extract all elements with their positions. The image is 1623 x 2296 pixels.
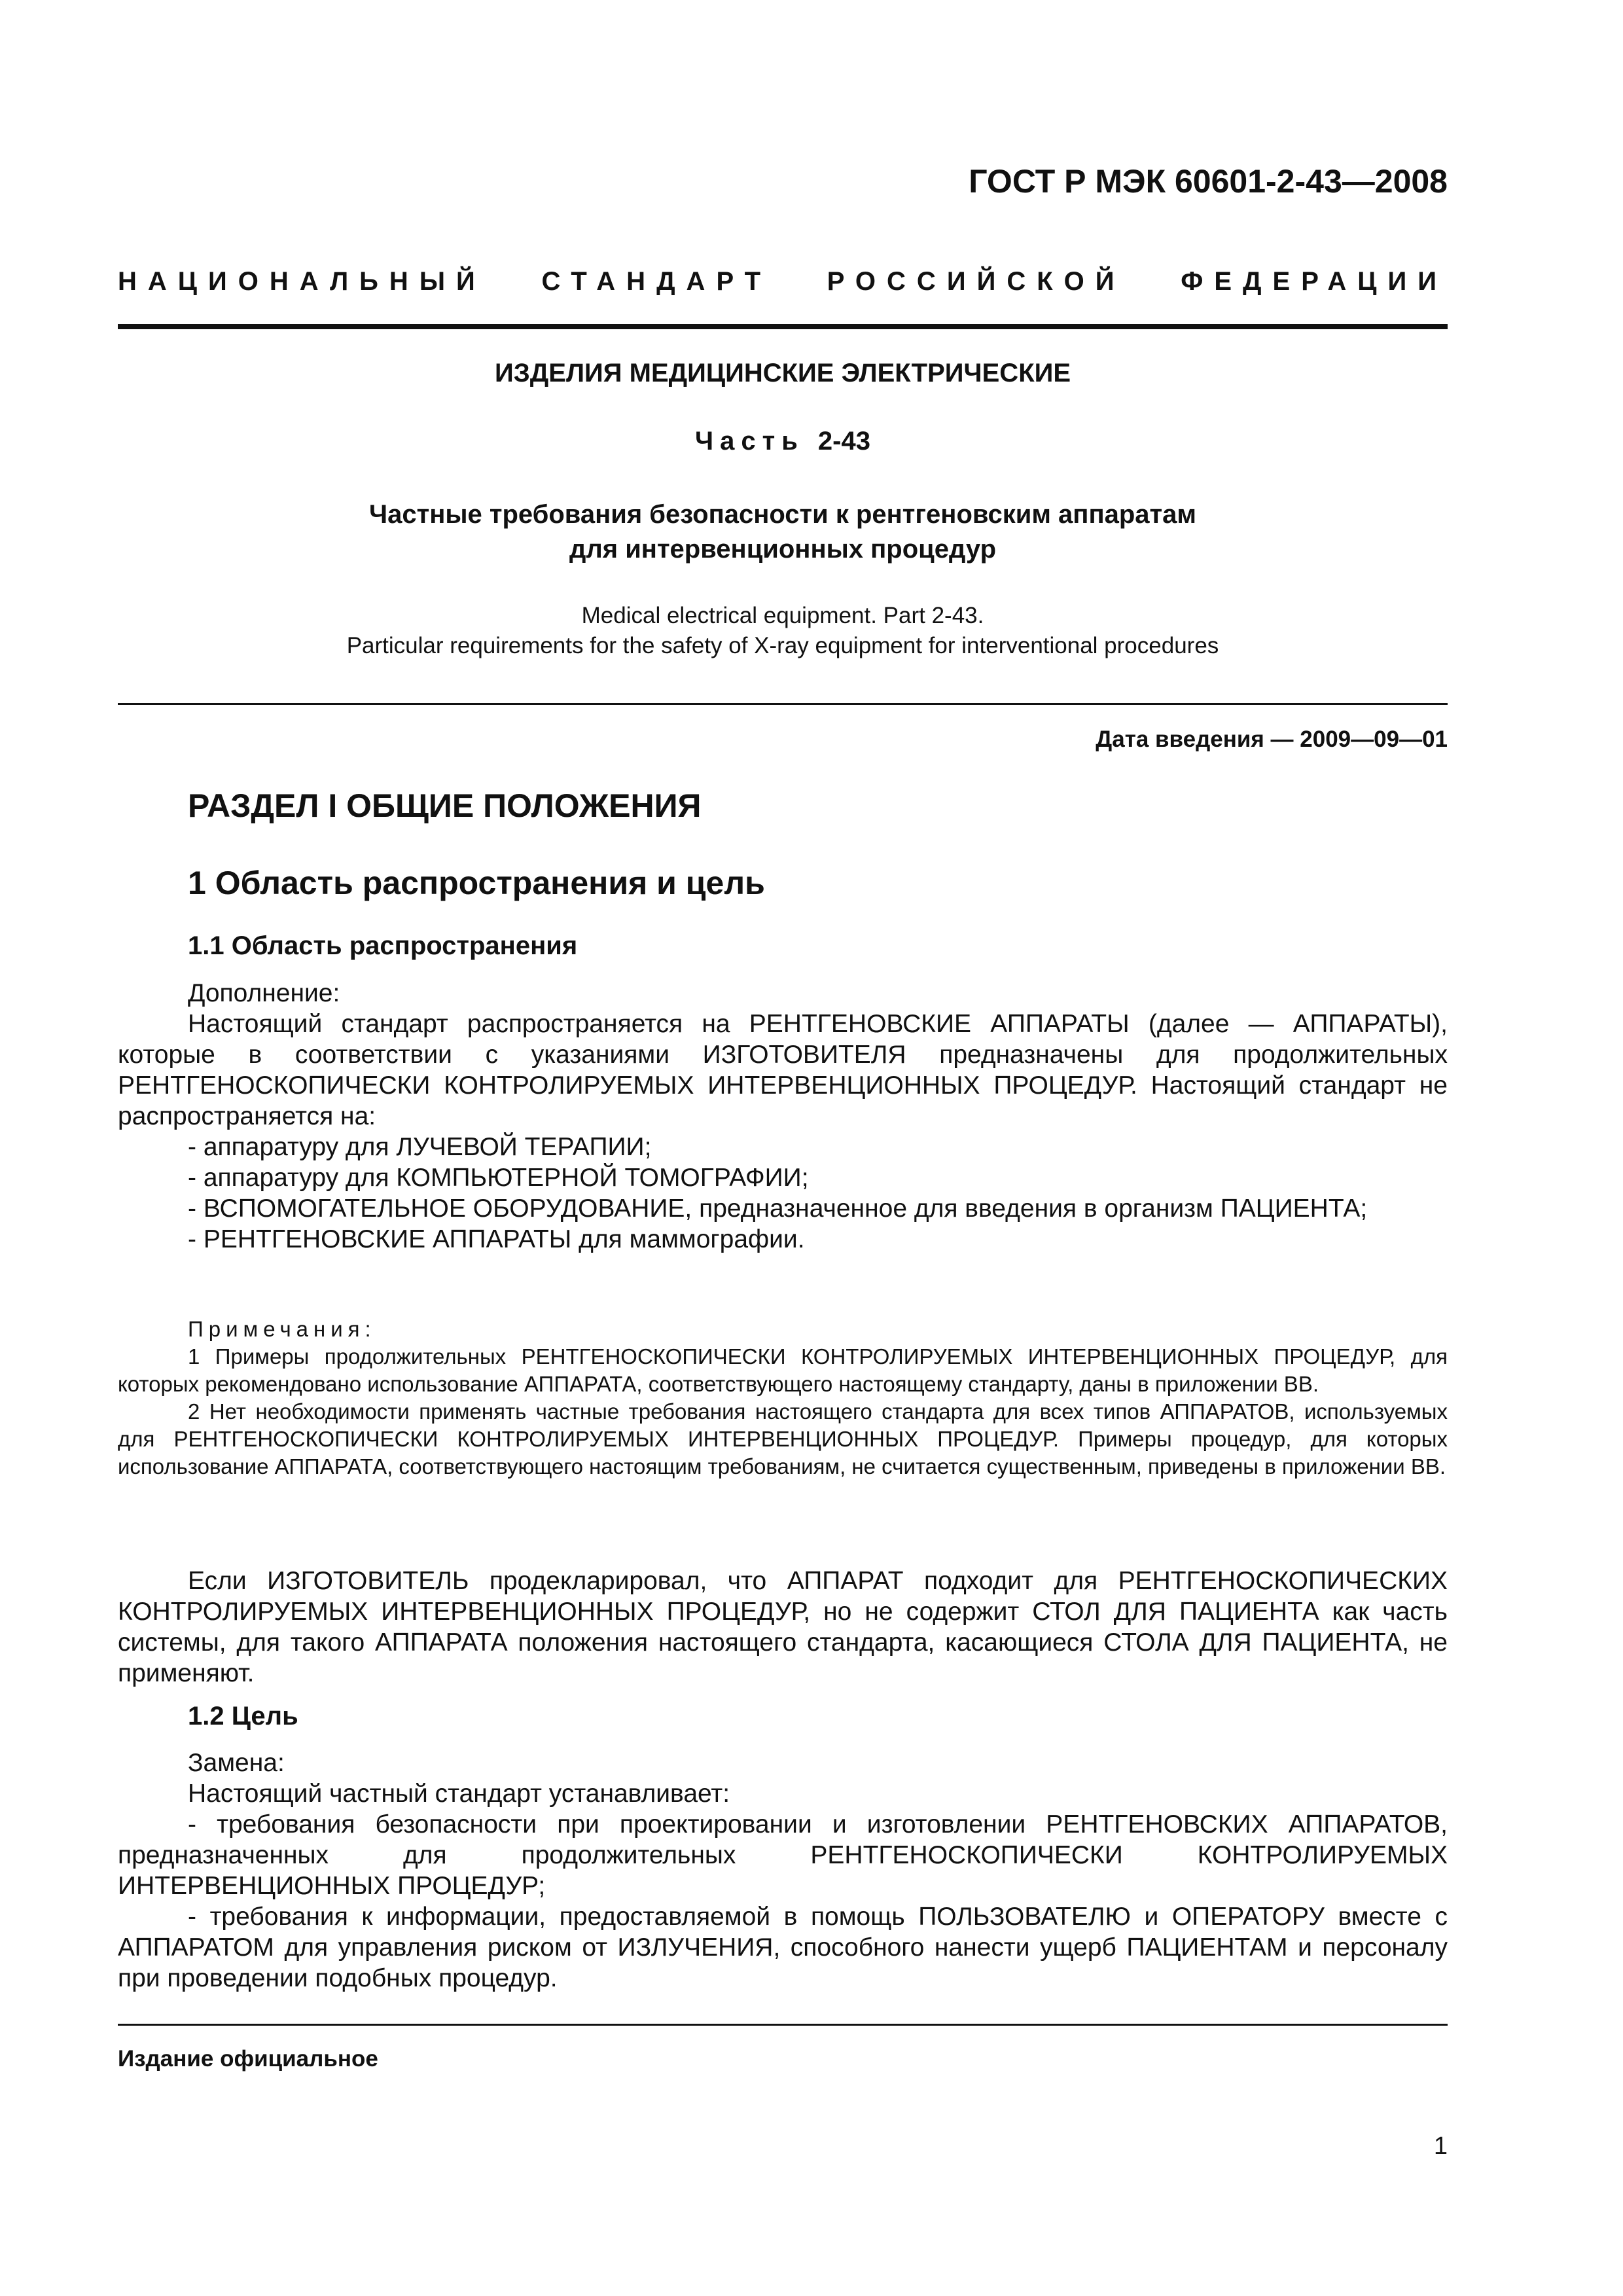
purpose-item-2: - требования к информации, предоставляемой в помощь ПОЛЬЗОВАТЕЛЮ и ОПЕРАТОРУ вместе с АППАРАТОМ для управления риском от ИЗЛУЧЕНИЯ, способного нанести ущерб ПАЦИЕНТАМ и персоналу при проведении подобных процедур. <box>118 1903 1448 1992</box>
page-number: 1 <box>1433 2132 1448 2160</box>
english-title-line-1: Medical electrical equipment. Part 2-43. <box>581 603 984 628</box>
gost-number: ГОСТ Р МЭК 60601-2-43—2008 <box>969 163 1448 200</box>
official-edition-label: Издание официальное <box>118 2046 378 2072</box>
header-divider <box>118 324 1448 329</box>
notes-block <box>118 1316 1448 1480</box>
manufacturer-paragraph-block <box>118 1566 1448 1689</box>
clause-1-2-body <box>118 1748 1448 1994</box>
national-word-3: РОССИЙСКОЙ <box>827 267 1126 296</box>
section-heading: РАЗДЕЛ I ОБЩИЕ ПОЛОЖЕНИЯ <box>188 787 702 824</box>
scope-item-3: - ВСПОМОГАТЕЛЬНОЕ ОБОРУДОВАНИЕ, предназначенное для введения в организм ПАЦИЕНТА; <box>188 1194 1368 1223</box>
standard-subtitle <box>118 497 1448 567</box>
replacement-label: Замена: <box>188 1749 285 1777</box>
english-title <box>118 601 1448 661</box>
part-word: Часть <box>695 427 804 456</box>
national-word-1: НАЦИОНАЛЬНЫЙ <box>118 267 486 296</box>
scope-item-1: - аппаратуру для ЛУЧЕВОЙ ТЕРАПИИ; <box>188 1133 652 1161</box>
clause-1-1-heading: 1.1 Область распространения <box>188 931 578 960</box>
clause-1-2-heading: 1.2 Цель <box>188 1702 298 1731</box>
english-title-line-2: Particular requirements for the safety of X-ray equipment for interventional procedures <box>346 633 1219 658</box>
title-divider <box>118 703 1448 705</box>
notes-label: Примечания: <box>188 1317 376 1341</box>
introduction-date: Дата введения — 2009—09—01 <box>1096 726 1448 752</box>
addition-label: Дополнение: <box>188 979 340 1007</box>
subtitle-line-2: для интервенционных процедур <box>569 535 997 564</box>
note-1: 1 Примеры продолжительных РЕНТГЕНОСКОПИЧЕСКИ КОНТРОЛИРУЕМЫХ ИНТЕРВЕНЦИОННЫХ ПРОЦЕДУР, для которых рекомендовано использование АППАРАТА, соответствующего настоящему стандарту, даны в приложении ВВ. <box>118 1344 1448 1396</box>
clause-1-heading: 1 Область распространения и цель <box>188 865 765 901</box>
scope-item-2: - аппаратуру для КОМПЬЮТЕРНОЙ ТОМОГРАФИИ; <box>188 1164 809 1192</box>
scope-paragraph: Настоящий стандарт распространяется на РЕНТГЕНОВСКИЕ АППАРАТЫ (далее — АППАРАТЫ), которые в соответствии с указаниями ИЗГОТОВИТЕЛЯ предназначены для продолжительных РЕНТГЕНОСКОПИЧЕСКИ КОНТРОЛИРУЕМЫХ ИНТЕРВЕНЦИОННЫХ ПРОЦЕДУР. Настоящий стандарт не распространяется на: <box>118 1010 1448 1130</box>
part-label <box>118 427 1448 456</box>
note-2: 2 Нет необходимости применять частные требования настоящего стандарта для всех типов АППАРАТОВ, используемых для РЕНТГЕНОСКОПИЧЕСКИ КОНТРОЛИРУЕМЫХ ИНТЕРВЕНЦИОННЫХ ПРОЦЕДУР. Примеры процедур, для которых использование АППАРАТА, соответствующего настоящим требованиям, не считается существенным, приведены в приложении ВВ. <box>118 1399 1448 1479</box>
standard-title: ИЗДЕЛИЯ МЕДИЦИНСКИЕ ЭЛЕКТРИЧЕСКИЕ <box>494 359 1071 387</box>
purpose-intro: Настоящий частный стандарт устанавливает: <box>188 1780 730 1808</box>
subtitle-line-1: Частные требования безопасности к рентгеновским аппаратам <box>369 500 1196 529</box>
footer-divider <box>118 2024 1448 2026</box>
purpose-item-1: - требования безопасности при проектировании и изготовлении РЕНТГЕНОВСКИХ АППАРАТОВ, предназначенных для продолжительных РЕНТГЕНОСКОПИЧЕСКИ КОНТРОЛИРУЕМЫХ ИНТЕРВЕНЦИОННЫХ ПРОЦЕДУР; <box>118 1810 1448 1900</box>
scope-item-4: - РЕНТГЕНОВСКИЕ АППАРАТЫ для маммографии. <box>188 1225 805 1253</box>
part-number: 2-43 <box>817 427 870 456</box>
national-standard-line <box>118 267 1448 296</box>
national-word-4: ФЕДЕРАЦИИ <box>1181 267 1448 296</box>
clause-1-1-body <box>118 978 1448 1255</box>
national-word-2: СТАНДАРТ <box>541 267 772 296</box>
manufacturer-paragraph: Если ИЗГОТОВИТЕЛЬ продекларировал, что АППАРАТ подходит для РЕНТГЕНОСКОПИЧЕСКИХ КОНТРОЛИРУЕМЫХ ИНТЕРВЕНЦИОННЫХ ПРОЦЕДУР, но не содержит СТОЛ ДЛЯ ПАЦИЕНТА как часть системы, для такого АППАРАТА положения настоящего стандарта, касающиеся СТОЛА ДЛЯ ПАЦИЕНТА, не применяют. <box>118 1567 1448 1687</box>
